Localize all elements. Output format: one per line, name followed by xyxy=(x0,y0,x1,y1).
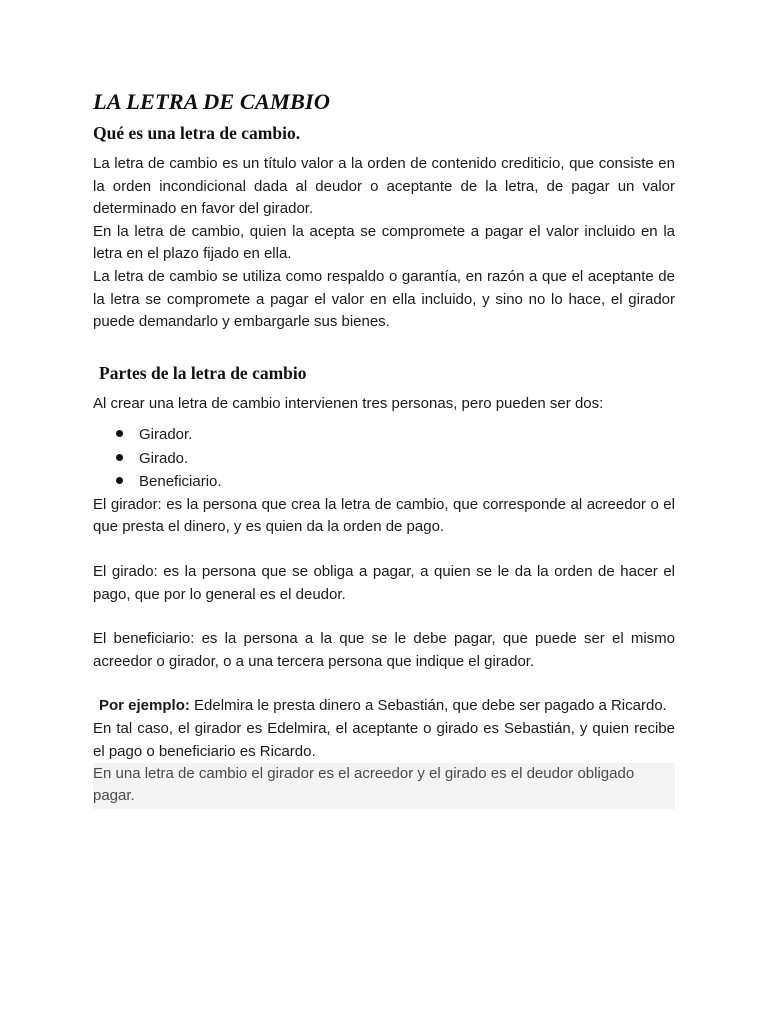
paragraph-guarantee: La letra de cambio se utiliza como respaldo o garantía, en razón a que el aceptante de la letra se compromete a pagar el valor en ella incluido, y sino no lo hace, el girador puede demandarlo y embargarle sus bienes. xyxy=(93,267,675,331)
highlighted-summary: En una letra de cambio el girador es el acreedor y el girado es el deudor obligado pagar. xyxy=(93,763,675,809)
paragraph-intro-parts: Al crear una letra de cambio intervienen tres personas, pero pueden ser dos: xyxy=(93,394,604,412)
parts-list xyxy=(93,423,675,494)
bullet-icon xyxy=(116,430,123,437)
list-item-label: Beneficiario. xyxy=(139,473,222,491)
paragraph-acceptance: En la letra de cambio, quien la acepta se compromete a pagar el valor incluido en la letra en el plazo fijado en ella. xyxy=(93,222,675,263)
list-item-label: Girado. xyxy=(139,449,189,467)
list-item-label: Girador. xyxy=(139,426,193,444)
list-item xyxy=(139,423,675,447)
bullet-icon xyxy=(116,454,123,461)
list-item xyxy=(139,470,675,494)
example-text: Edelmira le presta dinero a Sebastián, que debe ser pagado a Ricardo. xyxy=(194,697,667,715)
document-title: LA LETRA DE CAMBIO xyxy=(93,89,330,114)
bullet-icon xyxy=(116,477,123,484)
section-heading-parts: Partes de la letra de cambio xyxy=(99,362,307,383)
spacer xyxy=(93,539,675,561)
paragraph-beneficiario: El beneficiario: es la persona a la que se le debe pagar, que puede ser el mismo acreedor o girador, o a una tercera persona que indique el girador. xyxy=(93,630,675,670)
section-heading-what-is: Qué es una letra de cambio. xyxy=(93,123,301,143)
spacer xyxy=(93,606,675,628)
paragraph-girador: El girador: es la persona que crea la letra de cambio, que corresponde al acreedor o el que presta el dinero, y es quien da la orden de pago. xyxy=(93,495,675,536)
list-item xyxy=(139,447,675,471)
document-page xyxy=(93,86,675,809)
paragraph-example xyxy=(93,695,675,718)
paragraph-definition: La letra de cambio es un título valor a la orden de contenido crediticio, que consiste en la orden incondicional dada al deudor o aceptante de la letra, de pagar un valor determinado en favor del girador. xyxy=(93,155,675,218)
paragraph-example-case: En tal caso, el girador es Edelmira, el aceptante o girado es Sebastián, y quien recibe el pago o beneficiario es Ricardo. xyxy=(93,720,675,760)
spacer xyxy=(93,673,675,695)
example-label: Por ejemplo: xyxy=(99,697,190,715)
paragraph-girado: El girado: es la persona que se obliga a pagar, a quien se le da la orden de hacer el pago, que por lo general es el deudor. xyxy=(93,563,675,603)
